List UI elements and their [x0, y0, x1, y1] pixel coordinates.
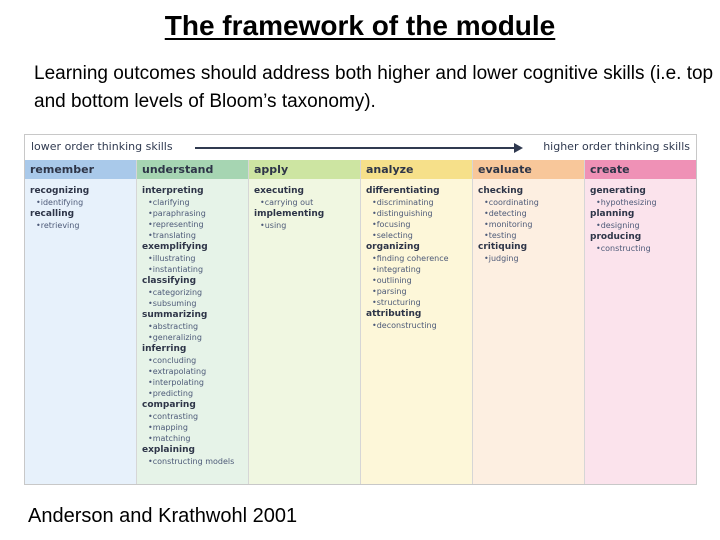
- column-header: create: [585, 160, 696, 179]
- column-body: [473, 179, 584, 264]
- column-header: evaluate: [473, 160, 584, 179]
- sub-verb: • constructing: [590, 243, 696, 254]
- column-header: remember: [25, 160, 136, 179]
- verb: producing: [590, 232, 642, 242]
- verb: critiquing: [478, 242, 528, 252]
- sub-verb: • clarifying: [142, 197, 248, 208]
- sub-verb: • identifying: [30, 197, 136, 208]
- sub-verb: • matching: [142, 433, 248, 444]
- sub-verb: • illustrating: [142, 253, 248, 264]
- slide-title: [0, 8, 720, 44]
- verb: inferring: [142, 344, 187, 354]
- thinking-skills-axis: [25, 135, 696, 160]
- column-analyze: [361, 160, 473, 485]
- sub-verb: • hypothesizing: [590, 197, 696, 208]
- sub-verb: • categorizing: [142, 287, 248, 298]
- sub-verb: • distinguishing: [366, 208, 472, 219]
- column-header: apply: [249, 160, 360, 179]
- sub-verb: • constructing models: [142, 456, 248, 467]
- sub-verb: • deconstructing: [366, 320, 472, 331]
- sub-verb: • detecting: [478, 208, 584, 219]
- lower-order-label: lower order thinking skills: [31, 140, 173, 153]
- sub-verb: • focusing: [366, 219, 472, 230]
- sub-verb: • subsuming: [142, 298, 248, 309]
- verb: checking: [478, 186, 524, 196]
- verb: organizing: [366, 242, 420, 252]
- verb: comparing: [142, 400, 196, 410]
- sub-verb: • predicting: [142, 388, 248, 399]
- column-create: [585, 160, 696, 485]
- column-body: [249, 179, 360, 231]
- slide-title-text: The framework of the module: [164, 10, 556, 41]
- higher-order-label: higher order thinking skills: [543, 140, 690, 153]
- verb: summarizing: [142, 310, 208, 320]
- sub-verb: • parsing: [366, 286, 472, 297]
- sub-verb: • selecting: [366, 230, 472, 241]
- verb: recognizing: [30, 186, 90, 196]
- bloom-taxonomy-figure: [24, 134, 697, 485]
- verb: interpreting: [142, 186, 204, 196]
- sub-verb: • extrapolating: [142, 366, 248, 377]
- sub-verb: • paraphrasing: [142, 208, 248, 219]
- sub-verb: • designing: [590, 220, 696, 231]
- column-header: analyze: [361, 160, 472, 179]
- sub-verb: • retrieving: [30, 220, 136, 231]
- verb: executing: [254, 186, 304, 196]
- sub-verb: • generalizing: [142, 332, 248, 343]
- sub-verb: • structuring: [366, 297, 472, 308]
- sub-verb: • outlining: [366, 275, 472, 286]
- verb: differentiating: [366, 186, 440, 196]
- sub-verb: • contrasting: [142, 411, 248, 422]
- slide-subtitle: Learning outcomes should address both higher and lower cognitive skills (i.e. top and bottom levels of Bloom’s taxonomy).: [34, 63, 714, 112]
- sub-verb: • instantiating: [142, 264, 248, 275]
- sub-verb: • testing: [478, 230, 584, 241]
- verb: attributing: [366, 309, 422, 319]
- sub-verb: • using: [254, 220, 360, 231]
- verb: planning: [590, 209, 635, 219]
- verb: explaining: [142, 445, 195, 455]
- sub-verb: • translating: [142, 230, 248, 241]
- column-understand: [137, 160, 249, 485]
- sub-verb: • representing: [142, 219, 248, 230]
- sub-verb: • abstracting: [142, 321, 248, 332]
- sub-verb: • finding coherence: [366, 253, 472, 264]
- sub-verb: • concluding: [142, 355, 248, 366]
- sub-verb: • carrying out: [254, 197, 360, 208]
- sub-verb: • discriminating: [366, 197, 472, 208]
- sub-verb: • coordinating: [478, 197, 584, 208]
- sub-verb: • judging: [478, 253, 584, 264]
- sub-verb: • mapping: [142, 422, 248, 433]
- arrow-right-icon: [195, 147, 515, 149]
- verb: classifying: [142, 276, 197, 286]
- column-remember: [25, 160, 137, 485]
- verb: recalling: [30, 209, 75, 219]
- column-body: [25, 179, 136, 231]
- sub-verb: • integrating: [366, 264, 472, 275]
- sub-verb: • monitoring: [478, 219, 584, 230]
- taxonomy-columns: [25, 160, 696, 485]
- column-body: [137, 179, 248, 467]
- verb: exemplifying: [142, 242, 208, 252]
- column-evaluate: [473, 160, 585, 485]
- column-body: [585, 179, 696, 254]
- column-apply: [249, 160, 361, 485]
- verb: generating: [590, 186, 646, 196]
- verb: implementing: [254, 209, 325, 219]
- column-header: understand: [137, 160, 248, 179]
- citation: Anderson and Krathwohl 2001: [28, 505, 298, 527]
- column-body: [361, 179, 472, 331]
- sub-verb: • interpolating: [142, 377, 248, 388]
